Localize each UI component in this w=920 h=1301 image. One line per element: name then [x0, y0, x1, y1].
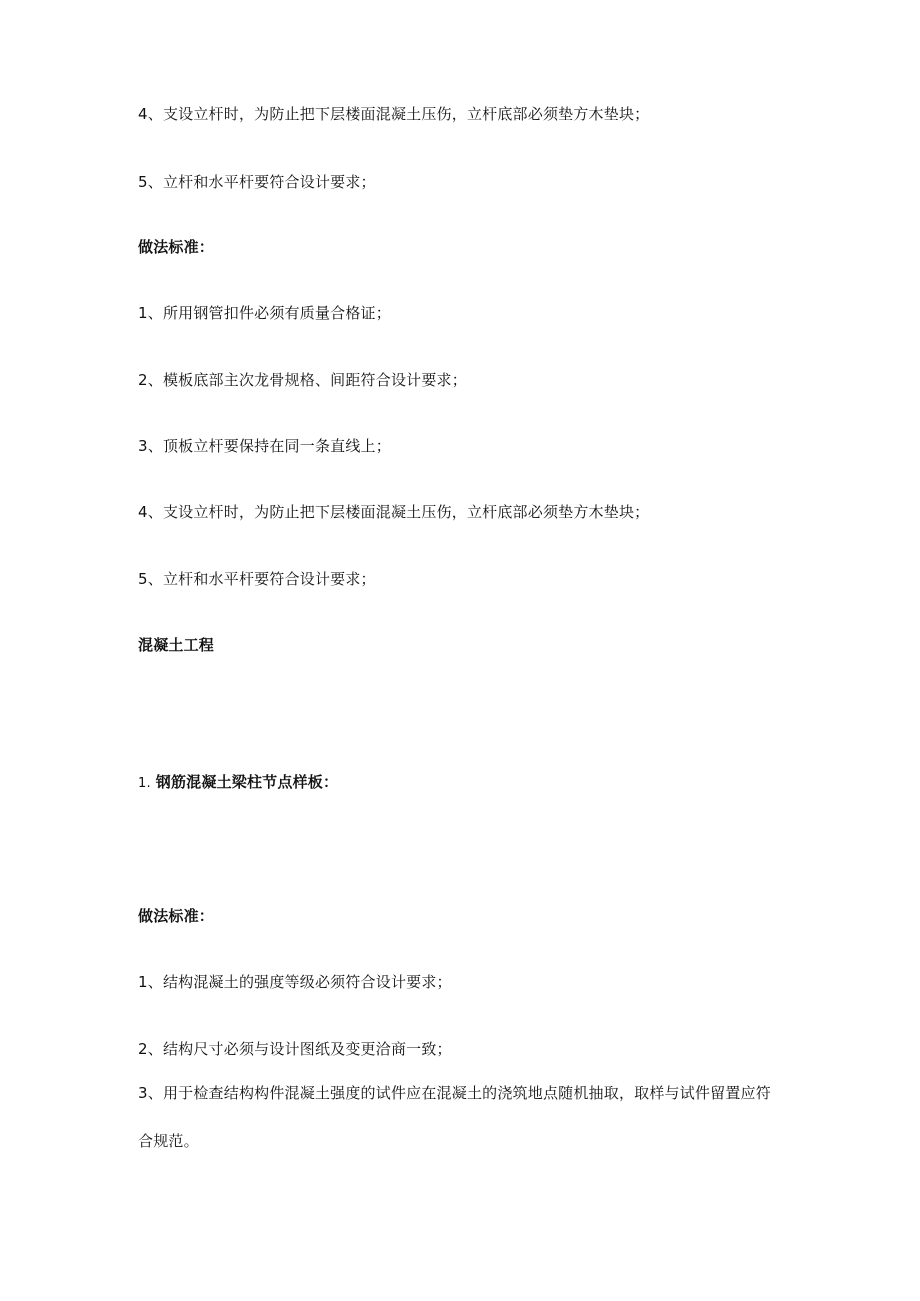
text-line: 1、所用钢管扣件必须有质量合格证； [138, 304, 391, 322]
text-line: 2、结构尺寸必须与设计图纸及变更洽商一致； [138, 1040, 452, 1058]
text-line: 4、支设立杆时，为防止把下层楼面混凝土压伤，立杆底部必须垫方木垫块； [138, 105, 650, 123]
text-line: 合规范。 [138, 1132, 199, 1150]
text-line: 2、模板底部主次龙骨规格、间距符合设计要求； [138, 371, 467, 389]
section-heading: 混凝土工程 [138, 636, 215, 654]
section-heading: 做法标准： [138, 238, 215, 256]
subsection-title: 钢筋混凝土梁柱节点样板： [155, 773, 339, 791]
text-line: 5、立杆和水平杆要符合设计要求； [138, 173, 376, 191]
text-line: 3、顶板立杆要保持在同一条直线上； [138, 437, 391, 455]
subsection-heading [138, 772, 338, 794]
section-heading: 做法标准： [138, 907, 215, 925]
text-line: 1、结构混凝土的强度等级必须符合设计要求； [138, 973, 452, 991]
item-number: 1. [138, 776, 151, 791]
text-line: 3、用于检查结构构件混凝土强度的试件应在混凝土的浇筑地点随机抽取，取样与试件留置应符 [138, 1084, 771, 1102]
text-line: 5、立杆和水平杆要符合设计要求； [138, 570, 376, 588]
text-line: 4、支设立杆时，为防止把下层楼面混凝土压伤，立杆底部必须垫方木垫块； [138, 503, 650, 521]
